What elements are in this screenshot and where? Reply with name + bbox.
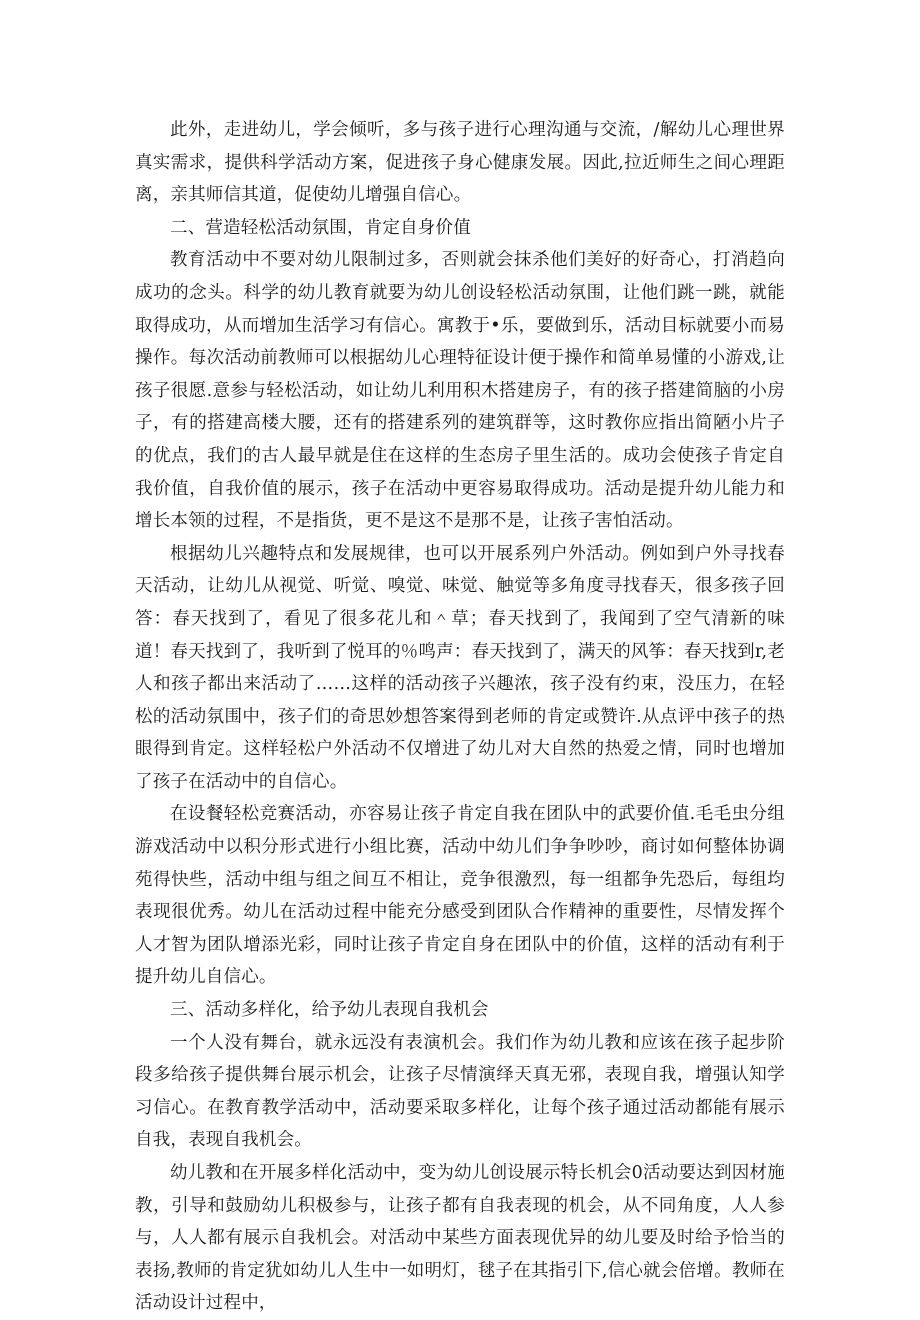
paragraph: 幼儿教和在开展多样化活动中，变为幼儿创设展示特长机会0活动要达到因材施教，引导和鼓励幼儿积极参与，让孩子都有自我表现的机会，从不同角度，人人参与，人人都有展示自我机会。对活动中某些方面表现优异的幼儿要及时给予恰当的表扬,教师的肯定犹如幼儿人生中一如明灯，毬子在其指引下,信心就会倍增。教师在活动设计过程中， [135,1163,785,1314]
section-heading: 二、营造轻松活动氛围，肯定自身价值 [170,217,471,238]
paragraph: 根据幼儿兴趣特点和发展规律，也可以开展系列户外活动。例如到户外寻找春天活动，让幼儿从视觉、听觉、嗅觉、味觉、触觉等多角度寻找春天，很多孩子回答：春天找到了，看见了很多花儿和＾草；春天找到了，我闻到了空气清新的味道！春天找到了，我听到了悦耳的％鸣声：春天找到了，满天的风筝：春天找到r,老人和孩子都出来活动了……这样的活动孩子兴趣浓，孩子没有约束，没压力，在轻松的活动氛围中，孩子们的奇思妙想答案得到老师的肯定或赞许.从点评中孩子的热眼得到肯定。这样轻松户外活动不仅增进了幼儿对大自然的热爱之情，同时也增加了孩子在活动中的自信心。 [135,543,785,792]
paragraph: 在设餐轻松竞赛活动，亦容易让孩子肯定自我在团队中的武要价值.毛毛虫分组游戏活动中以积分形式进行小组比赛，活动中幼儿们争争吵吵，商讨如何整体协调苑得快些，活动中组与组之间互不相让，竞争很激烈，每一组都争先恐后，每组均表现很优秀。幼儿在活动过程中能充分感受到团队合作精神的重要性，尽情发挥个人才智为团队增添光彩，同时让孩子肯定自身在团队中的价值，这样的活动有利于提升幼儿自信心。 [135,804,785,988]
document-body [135,114,785,1320]
section-heading: 三、活动多样化，给予幼儿表现自我机会 [170,1000,489,1021]
paragraph: 教育活动中不要对幼儿限制过多，否则就会抹杀他们美好的好奇心，打消趋向成功的念头。科学的幼儿教育就要为幼儿创设轻松活动氛围，让他们跳一跳，就能取得成功，从而增加生活学习有信心。寓教于•乐，要做到乐，活动目标就要小而易操作。每次活动前教师可以根据幼儿心理特征设计便于操作和简单易懂的小游戏,让孩子很愿.意参与轻松活动，如让幼儿利用积木搭建房子，有的孩子搭建简脑的小房子，有的搭建高楼大腰，还有的搭建系列的建筑群等，这时教你应指出简陋小片子的优点，我们的古人最早就是住在这样的生态房子里生活的。成功会使孩子肯定自我价值，自我价值的展示，孩子在活动中更容易取得成功。活动是提升幼儿能力和增长本领的过程，不是指货，更不是这不是那不是，让孩子害怕活动。 [135,250,785,532]
paragraph: 此外，走进幼儿，学会倾听，多与孩子进行心理沟通与交流，/解幼儿心理世界真实需求，提供科学活动方案，促进孩子身心健康发展。因此,拉近师生之间心理距离，亲其师信其道，促使幼儿增强自信心。 [135,120,785,206]
paragraph: 一个人没有舞台，就永远没有表演机会。我们作为幼儿教和应该在孩子起步阶段多给孩子提供舞台展示机会，让孩子尽情演绎天真无邪，表现自我，增强认知学习信心。在教育教学活动中，活动要采取多样化，让每个孩子通过活动都能有展示自我，表现自我机会。 [135,1032,785,1151]
